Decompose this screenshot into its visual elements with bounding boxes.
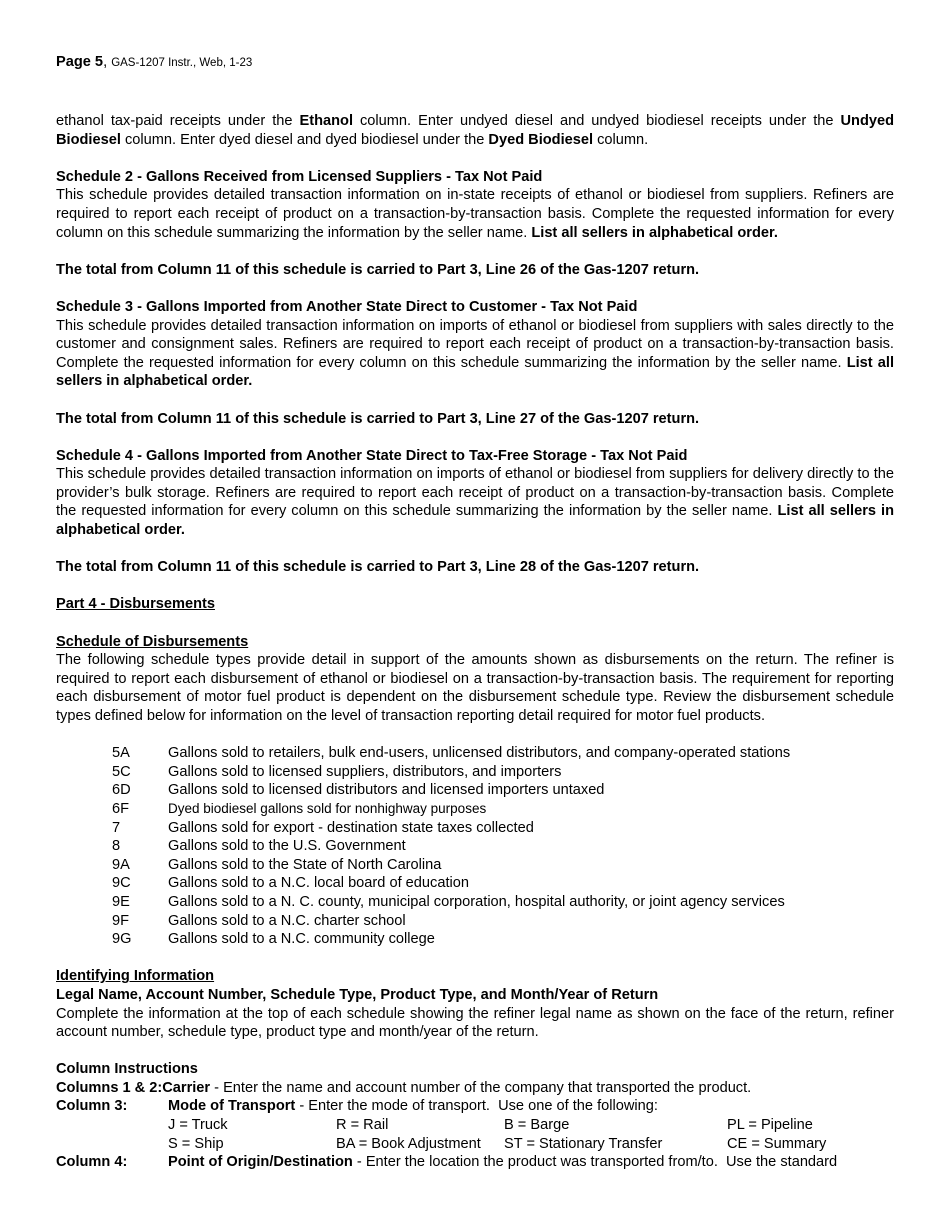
schedule-code: 6D: [112, 782, 131, 799]
intro-text-1: ethanol tax-paid receipts under the: [56, 113, 300, 129]
schedule-desc: Gallons sold to the State of North Carolina: [168, 856, 442, 873]
schedule-3-title: Schedule 3 - Gallons Imported from Another State Direct to Customer - Tax Not Paid: [56, 298, 638, 315]
schedule-desc: Gallons sold to the U.S. Government: [168, 838, 406, 855]
schedule-4-title: Schedule 4 - Gallons Imported from Another State Direct to Tax-Free Storage - Tax Not Paid: [56, 447, 688, 464]
transport-mode-row: [168, 1116, 894, 1135]
schedule-3-body: [56, 317, 894, 391]
header-separator: ,: [103, 54, 108, 70]
schedule-code: 7: [112, 819, 121, 836]
mode-code: CE = Summary: [727, 1135, 827, 1152]
schedule-code: 9C: [112, 875, 131, 892]
schedule-desc: Gallons sold to licensed suppliers, distributors, and importers: [168, 763, 562, 780]
mode-code: ST = Stationary Transfer: [504, 1135, 663, 1152]
column-4-instruction: [56, 1153, 894, 1172]
intro-text-4: column.: [593, 131, 649, 148]
schedule-3-text: This schedule provides detailed transaction information on imports of ethanol or biodiesel from suppliers with sales directly to the customer and consignment sales. Refiners are required to report each receipt of product on a transaction-by-transaction basis. Complete the requested information for every column on this schedule summarizing the information by the seller name.: [56, 317, 894, 371]
intro-bold-3: Dyed Biodiesel: [488, 131, 594, 148]
list-item: [112, 856, 894, 875]
mode-code: J = Truck: [168, 1117, 228, 1134]
column-1-2-label: Columns 1 & 2:: [56, 1079, 163, 1096]
document-body: [56, 112, 894, 1172]
schedule-2-title: Schedule 2 - Gallons Received from Licensed Suppliers - Tax Not Paid: [56, 168, 543, 185]
schedule-4-bold: List all sellers in alphabetical order.: [56, 503, 894, 539]
schedule-code: 9F: [112, 912, 130, 929]
schedule-desc: Gallons sold to licensed distributors and licensed importers untaxed: [168, 782, 605, 799]
mode-code: PL = Pipeline: [727, 1117, 813, 1134]
column-3-instruction: [56, 1097, 894, 1116]
schedule-desc: Gallons sold to retailers, bulk end-users, unlicensed distributors, and company-operated stations: [168, 745, 791, 762]
mode-code: BA = Book Adjustment: [336, 1135, 481, 1152]
schedule-type-list: [112, 744, 894, 949]
schedule-desc: Gallons sold for export - destination state taxes collected: [168, 819, 534, 836]
schedule-code: 9G: [112, 931, 132, 948]
schedule-code: 5C: [112, 763, 131, 780]
schedule-code: 8: [112, 838, 121, 855]
disbursements-title: Schedule of Disbursements: [56, 633, 249, 650]
intro-paragraph: [56, 112, 894, 149]
column-4-heading: Point of Origin/Destination: [168, 1154, 353, 1171]
mode-code: S = Ship: [168, 1135, 224, 1152]
column-3-text: - Enter the mode of transport. Use one of the following:: [295, 1098, 658, 1115]
column-3-label: Column 3:: [56, 1098, 128, 1115]
transport-mode-row: [168, 1135, 894, 1154]
part-4-title: Part 4 - Disbursements: [56, 596, 215, 613]
list-item: [112, 930, 894, 949]
mode-code: B = Barge: [504, 1117, 570, 1134]
schedule-4-body: [56, 465, 894, 539]
schedule-2-bold: List all sellers in alphabetical order.: [531, 224, 778, 241]
list-item: [112, 781, 894, 800]
schedule-desc: Gallons sold to a N. C. county, municipal corporation, hospital authority, or joint agency services: [168, 893, 785, 910]
intro-text-3: column. Enter dyed diesel and dyed biodiesel under the: [120, 131, 489, 148]
list-item: [112, 837, 894, 856]
schedule-desc: Gallons sold to a N.C. community college: [168, 931, 435, 948]
mode-code: R = Rail: [336, 1117, 389, 1134]
column-4-label: Column 4:: [56, 1154, 128, 1171]
schedule-2-body: [56, 186, 894, 242]
intro-bold-1: Ethanol: [299, 113, 353, 129]
page-header: [56, 54, 252, 70]
schedule-4-total: The total from Column 11 of this schedule is carried to Part 3, Line 28 of the Gas-1207 return.: [56, 559, 700, 576]
intro-bold-2: Undyed Biodiesel: [56, 113, 894, 148]
schedule-code: 9E: [112, 893, 130, 910]
list-item: [112, 800, 894, 819]
schedule-desc: Gallons sold to a N.C. local board of education: [168, 875, 469, 892]
list-item: [112, 819, 894, 838]
identifying-info-title: Identifying Information: [56, 968, 215, 985]
identifying-info-subtitle: Legal Name, Account Number, Schedule Type, Product Type, and Month/Year of Return: [56, 986, 659, 1003]
schedule-4-text: This schedule provides detailed transaction information on imports of ethanol or biodiesel from suppliers for delivery directly to the provider’s bulk storage. Refiners are required to report each receipt of product on a transaction-by-transaction basis. Complete the requested information for every column on this schedule summarizing the information by the seller name.: [56, 466, 894, 520]
page-number: Page 5: [56, 54, 104, 70]
disbursements-body: The following schedule types provide detail in support of the amounts shown as disbursements on the return. The refiner is required to report each disbursement of ethanol or biodiesel on a transaction-by-transaction basis. The requirement for reporting each disbursement of motor fuel product is dependent on the disbursement schedule type. Review the disbursement schedule types defined below for information on the level of transaction reporting detail required for motor fuel products.: [56, 652, 894, 724]
column-instructions-title: Column Instructions: [56, 1061, 198, 1078]
column-1-2-text: - Enter the name and account number of the company that transported the product.: [210, 1079, 752, 1096]
transport-modes: [168, 1116, 894, 1153]
column-4-text: - Enter the location the product was transported from/to. Use the standard: [352, 1154, 838, 1171]
schedule-3-total: The total from Column 11 of this schedule is carried to Part 3, Line 27 of the Gas-1207 return.: [56, 410, 700, 427]
schedule-desc: Dyed biodiesel gallons sold for nonhighway purposes: [168, 800, 487, 816]
column-1-2-heading: Carrier: [162, 1079, 211, 1096]
list-item: [112, 744, 894, 763]
schedule-code: 6F: [112, 800, 130, 817]
list-item: [112, 912, 894, 931]
column-1-2-instruction: [56, 1079, 894, 1098]
schedule-2-total: The total from Column 11 of this schedule is carried to Part 3, Line 26 of the Gas-1207 return.: [56, 261, 700, 278]
schedule-code: 9A: [112, 856, 130, 873]
list-item: [112, 893, 894, 912]
identifying-info-body: Complete the information at the top of each schedule showing the refiner legal name as shown on the face of the return, refiner account number, schedule type, product type and month/year of the return.: [56, 1005, 894, 1041]
schedule-desc: Gallons sold to a N.C. charter school: [168, 912, 406, 929]
schedule-2-text: This schedule provides detailed transaction information on in-state receipts of ethanol or biodiesel from suppliers. Refiners are required to report each receipt of product on a transaction-by-transaction basis. Complete the requested information for every column on this schedule summarizing the information by the seller name.: [56, 187, 894, 241]
intro-text-2: column. Enter undyed diesel and undyed biodiesel receipts under the: [353, 113, 841, 129]
form-id: GAS-1207 Instr., Web, 1-23: [111, 57, 253, 69]
schedule-3-bold: List all sellers in alphabetical order.: [56, 354, 894, 390]
list-item: [112, 763, 894, 782]
schedule-code: 5A: [112, 745, 130, 762]
column-3-heading: Mode of Transport: [168, 1098, 296, 1115]
list-item: [112, 874, 894, 893]
